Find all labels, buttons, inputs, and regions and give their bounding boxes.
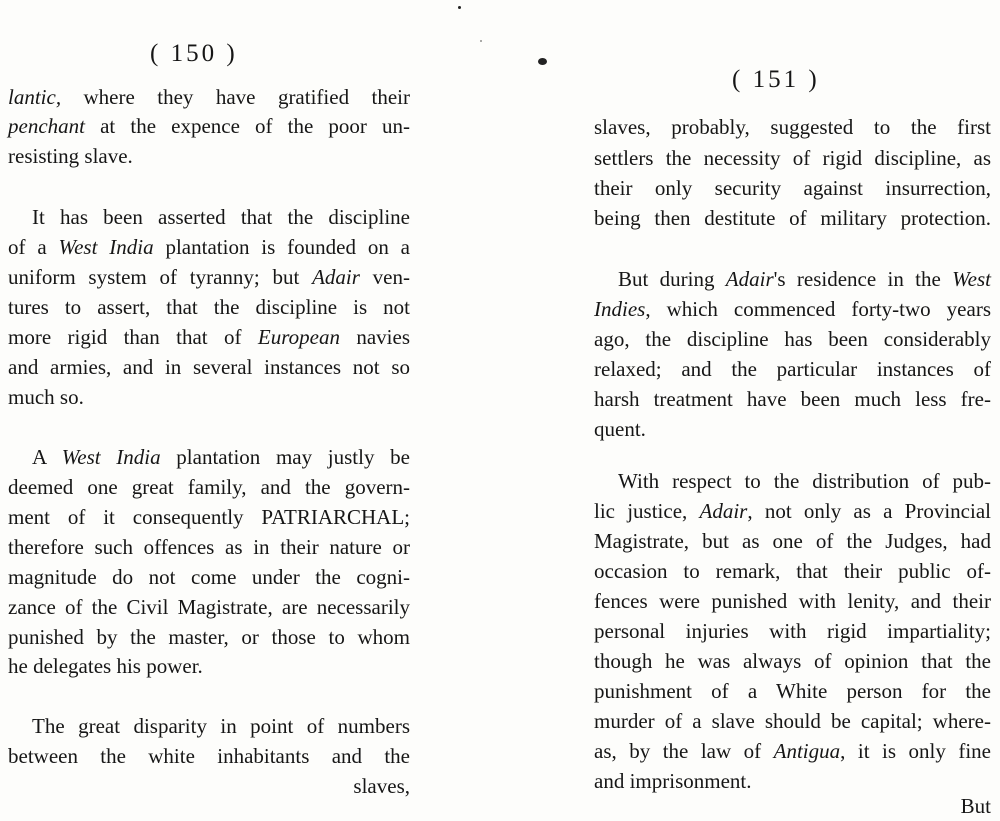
text-line: as, by the law of Antigua, it is only fine [594, 739, 991, 763]
text-line: punished by the master, or those to whom [8, 625, 410, 649]
text-line: penchant at the expence of the poor un- [8, 114, 410, 138]
text-line: quent. [594, 417, 646, 441]
text-line: settlers the necessity of rigid discipline, as [594, 146, 991, 170]
text-line: uniform system of tyranny; but Adair ven- [8, 265, 410, 289]
text-line: personal injuries with rigid impartiality; [594, 619, 991, 643]
catchword: slaves, [353, 774, 410, 798]
text-line: Magistrate, but as one of the Judges, had [594, 529, 991, 553]
book-gutter [470, 0, 530, 821]
text-line: therefore such offences as in their nature or [8, 535, 410, 559]
text-line: and imprisonment. [594, 769, 752, 793]
text-line: of a West India plantation is founded on a [8, 235, 410, 259]
text-line: between the white inhabitants and the [8, 744, 410, 768]
page-number: ( 151 ) [732, 66, 820, 93]
text-line: fences were punished with lenity, and their [594, 589, 991, 613]
text-line: With respect to the distribution of pub- [618, 469, 991, 493]
ink-speck [480, 40, 482, 42]
text-line: resisting slave. [8, 144, 133, 168]
text-line: harsh treatment have been much less fre- [594, 387, 991, 411]
text-line: lantic, where they have gratified their [8, 85, 410, 109]
text-line: A West India plantation may justly be [32, 445, 410, 469]
text-line: Indies, which commenced forty-two years [594, 297, 991, 321]
text-line: and armies, and in several instances not so [8, 355, 410, 379]
text-line: lic justice, Adair, not only as a Provincial [594, 499, 991, 523]
text-line: though he was always of opinion that the [594, 649, 991, 673]
text-line: much so. [8, 385, 84, 409]
page-number: ( 150 ) [150, 40, 238, 67]
text-line: occasion to remark, that their public of- [594, 559, 991, 583]
ink-speck [458, 6, 461, 9]
text-line: slaves, probably, suggested to the first [594, 115, 991, 139]
text-line: ment of it consequently PATRIARCHAL; [8, 505, 410, 529]
text-line: magnitude do not come under the cogni- [8, 565, 410, 589]
text-line: deemed one great family, and the govern- [8, 475, 410, 499]
text-line: The great disparity in point of numbers [32, 714, 410, 738]
text-line: punishment of a White person for the [594, 679, 991, 703]
text-line: being then destitute of military protection. [594, 206, 991, 230]
text-line: relaxed; and the particular instances of [594, 357, 991, 381]
text-line: But during Adair's residence in the West [618, 267, 992, 291]
text-line: It has been asserted that the discipline [32, 205, 410, 229]
left-page [0, 0, 470, 821]
catchword: But [960, 794, 991, 818]
text-line: he delegates his power. [8, 654, 203, 678]
text-line: tures to assert, that the discipline is not [8, 295, 410, 319]
right-page [530, 0, 1000, 821]
text-line: more rigid than that of European navies [8, 325, 410, 349]
text-line: zance of the Civil Magistrate, are necessarily [8, 595, 410, 619]
text-line: their only security against insurrection, [594, 176, 991, 200]
text-line: ago, the discipline has been considerably [594, 327, 991, 351]
text-line: murder of a slave should be capital; where- [594, 709, 991, 733]
